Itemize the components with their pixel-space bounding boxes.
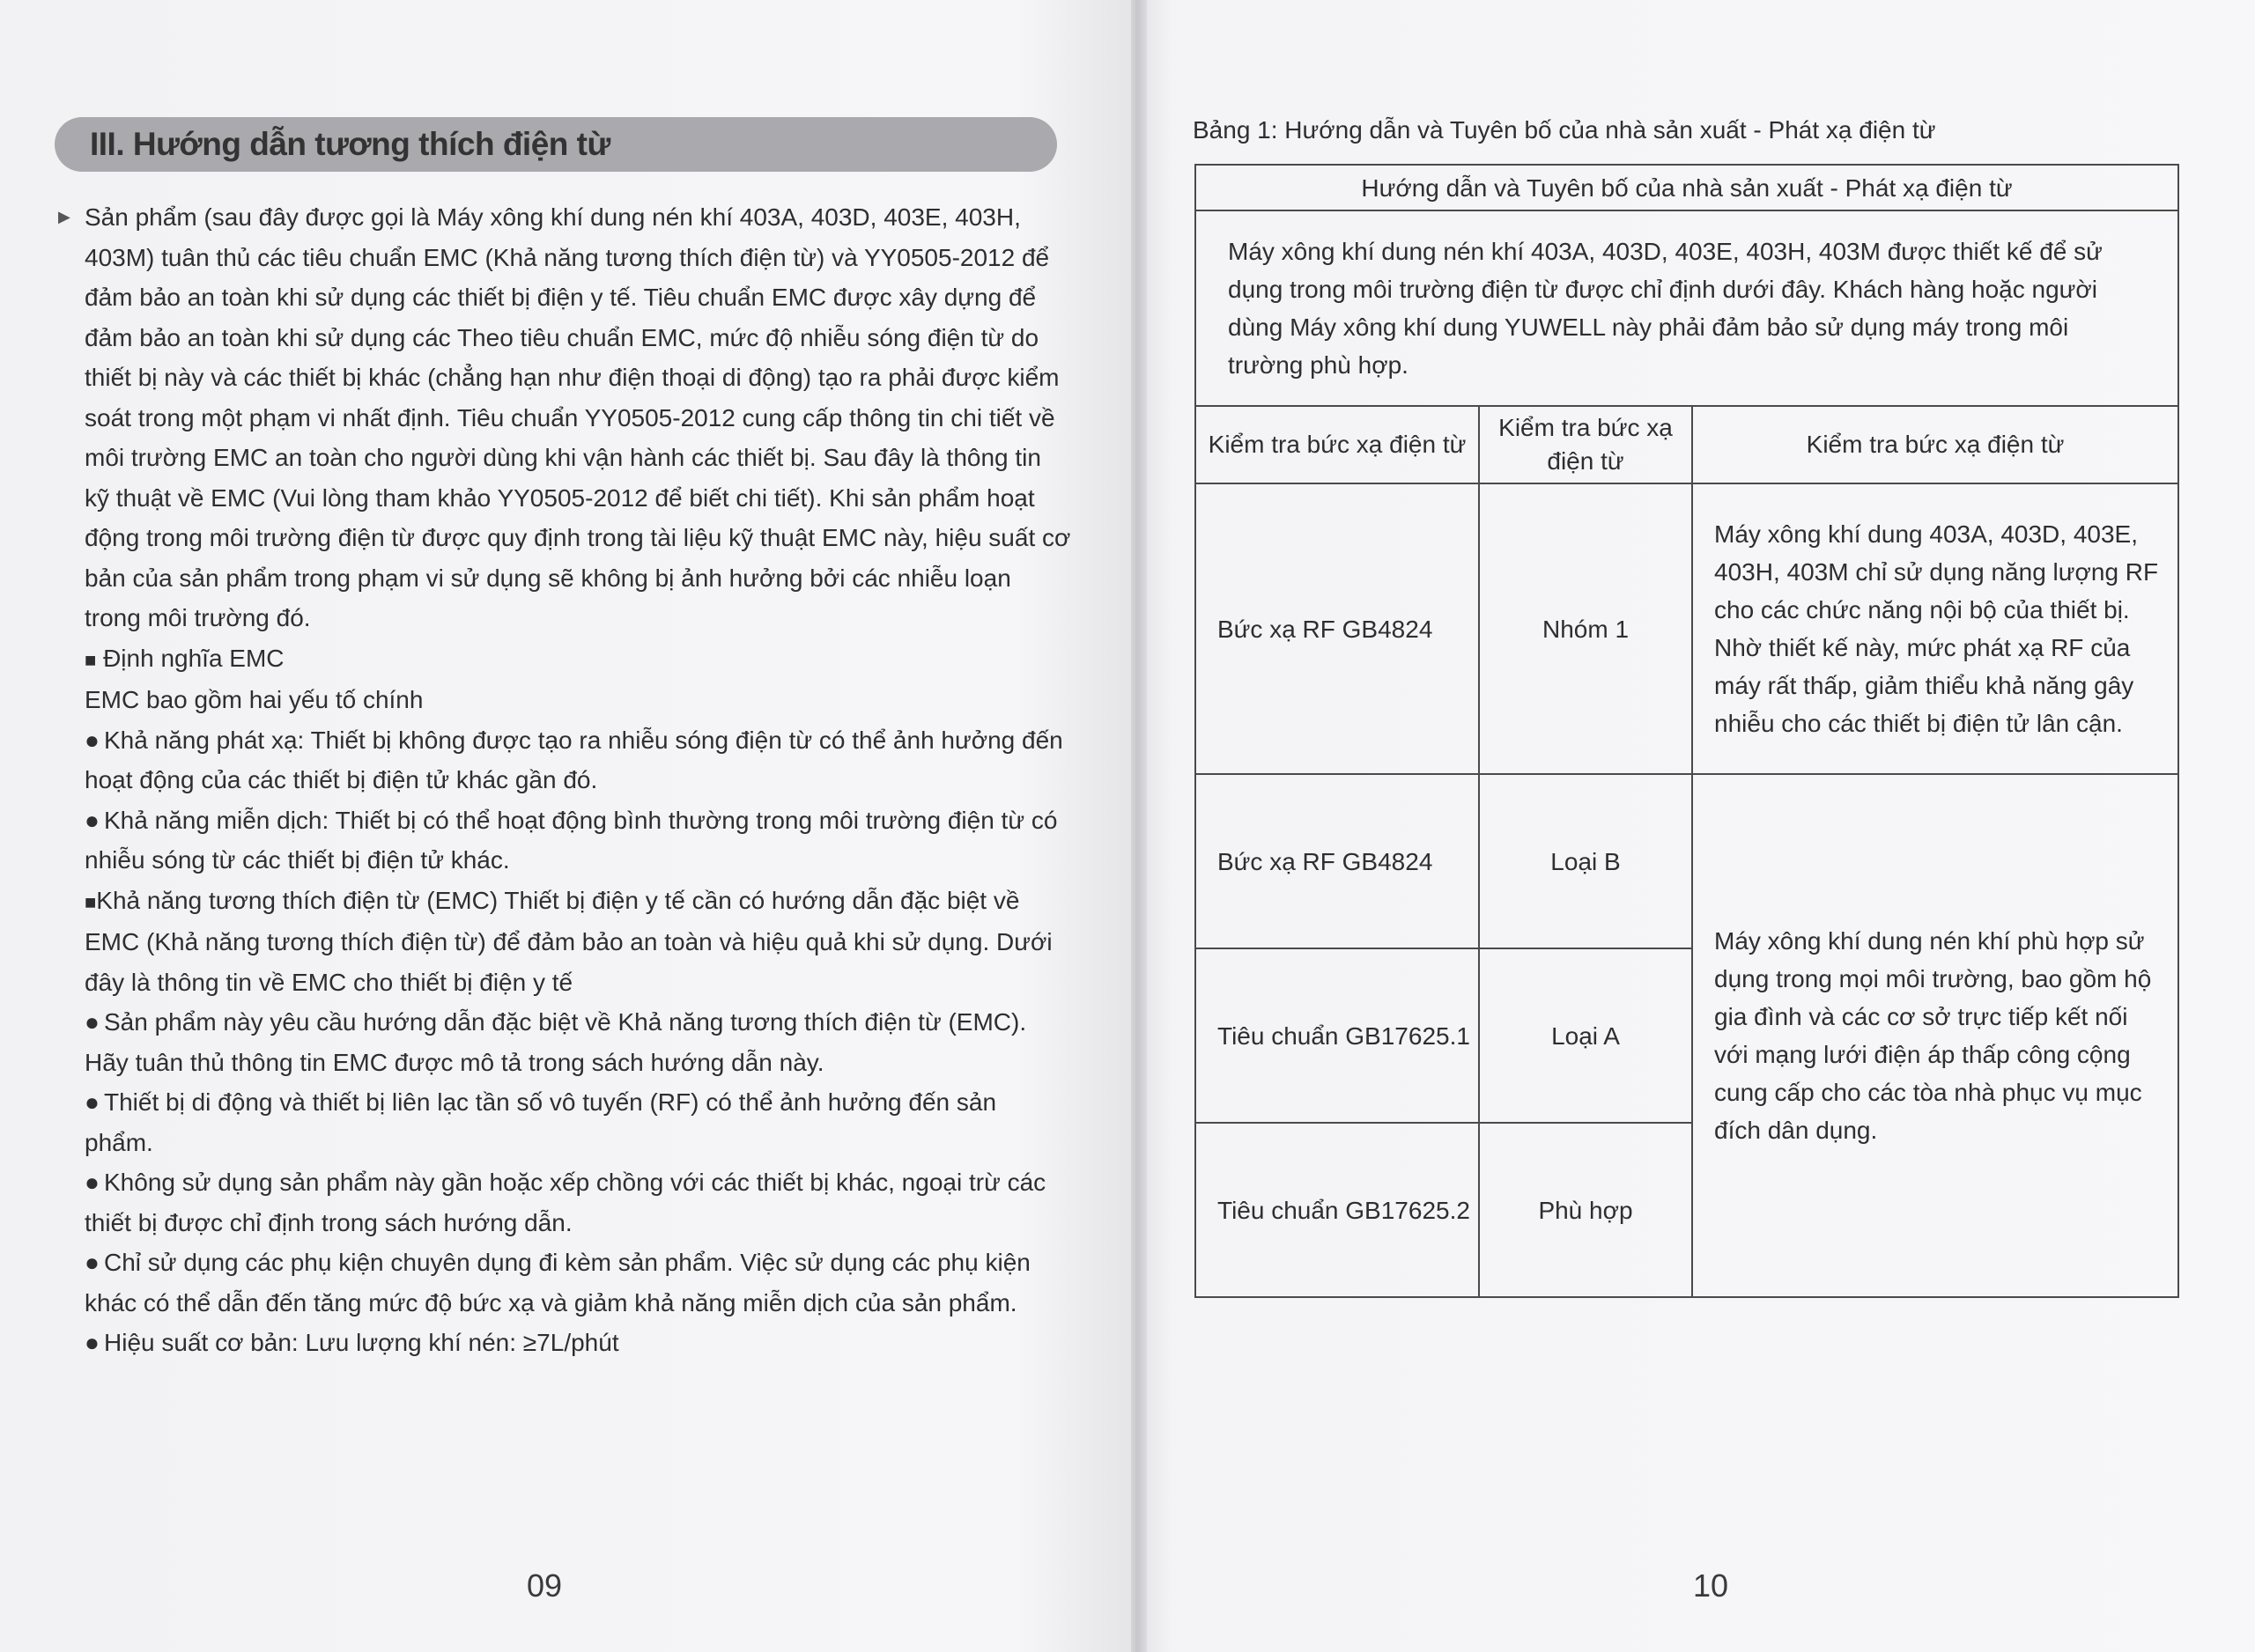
list-item: ● Chỉ sử dụng các phụ kiện chuyên dụng đi kèm sản phẩm. Việc sử dụng các phụ kiện khác có thể dẫn đến tăng mức độ bức xạ và giảm khả năng miễn dịch của sản phẩm. xyxy=(85,1243,1071,1323)
test-cell: Bức xạ RF GB4824 xyxy=(1195,774,1479,948)
list-item: ● Sản phẩm này yêu cầu hướng dẫn đặc biệt về Khả năng tương thích điện từ (EMC). Hãy tuân thủ thông tin EMC được mô tả trong sách hướng dẫn này. xyxy=(85,1002,1071,1082)
table-title: Hướng dẫn và Tuyên bố của nhà sản xuất - Phát xạ điện từ xyxy=(1195,165,2178,210)
column-header: Kiểm tra bức xạ điện từ xyxy=(1479,406,1692,483)
list-item: ● Khả năng phát xạ: Thiết bị không được tạo ra nhiễu sóng điện từ có thể ảnh hưởng đến hoạt động của các thiết bị điện tử khác gần đó. xyxy=(85,720,1071,800)
guidance-cell: Máy xông khí dung nén khí phù hợp sử dụng trong mọi môi trường, bao gồm hộ gia đình và các cơ sở trực tiếp kết nối với mạng lưới điện áp thấp công cộng cung cấp cho các tòa nhà phục vụ mục đích dân dụng. xyxy=(1692,774,2178,1297)
dot-bullet-icon: ● xyxy=(85,1249,100,1276)
square-bullet-icon: ■ xyxy=(85,890,97,913)
dot-bullet-icon: ● xyxy=(85,1008,100,1036)
column-header: Kiểm tra bức xạ điện từ xyxy=(1692,406,2178,483)
page-number-left: 09 xyxy=(527,1567,563,1604)
dot-bullet-icon: ● xyxy=(85,1169,100,1196)
table-description-row xyxy=(1195,210,2178,406)
column-header: Kiểm tra bức xạ điện từ xyxy=(1195,406,1479,483)
table-row xyxy=(1195,774,2178,948)
test-cell: Tiêu chuẩn GB17625.1 xyxy=(1195,948,1479,1123)
compliance-cell: Nhóm 1 xyxy=(1479,483,1692,774)
list-item: ● Hiệu suất cơ bản: Lưu lượng khí nén: ≥7L/phút xyxy=(85,1323,1071,1363)
table-description: Máy xông khí dung nén khí 403A, 403D, 403E, 403H, 403M được thiết kế để sử dụng trong môi trường điện từ được chỉ định dưới đây. Khách hàng hoặc người dùng Máy xông khí dung YUWELL này phải đảm bảo sử dụng máy trong môi trường phù hợp. xyxy=(1195,210,2178,406)
test-cell: Bức xạ RF GB4824 xyxy=(1195,483,1479,774)
table-title-row xyxy=(1195,165,2178,210)
compliance-cell: Loại A xyxy=(1479,948,1692,1123)
emc-elements-line: EMC bao gồm hai yếu tố chính xyxy=(85,686,424,713)
table-caption: Bảng 1: Hướng dẫn và Tuyên bố của nhà sản xuất - Phát xạ điện từ xyxy=(1193,116,1936,144)
dot-bullet-icon: ● xyxy=(85,806,100,834)
test-cell: Tiêu chuẩn GB17625.2 xyxy=(1195,1123,1479,1297)
table-row xyxy=(1195,483,2178,774)
right-page xyxy=(1145,0,2255,1652)
list-item: ● Khả năng miễn dịch: Thiết bị có thể hoạt động bình thường trong môi trường điện từ có nhiễu sóng từ các thiết bị điện tử khác. xyxy=(85,800,1071,881)
emission-table xyxy=(1194,164,2179,1298)
section-heading xyxy=(55,117,1057,172)
triangle-bullet-icon: ▶ xyxy=(58,208,70,225)
dot-bullet-icon: ● xyxy=(85,1329,100,1356)
emc-medical-paragraph: ■Khả năng tương thích điện từ (EMC) Thiết bị điện y tế cần có hướng dẫn đặc biệt về EMC (Khả năng tương thích điện từ) để đảm bảo an toàn và hiệu quả khi sử dụng. Dưới đây là thông tin về EMC cho thiết bị điện y tế xyxy=(85,886,1053,996)
guidance-cell: Máy xông khí dung 403A, 403D, 403E, 403H, 403M chỉ sử dụng năng lượng RF cho các chức năng nội bộ của thiết bị. Nhờ thiết kế này, mức phát xạ RF của máy rất thấp, giảm thiểu khả năng gây nhiễu cho các thiết bị điện tử lân cận. xyxy=(1692,483,2178,774)
compliance-cell: Phù hợp xyxy=(1479,1123,1692,1297)
list-item: ● Không sử dụng sản phẩm này gần hoặc xếp chồng với các thiết bị khác, ngoại trừ các thiết bị được chỉ định trong sách hướng dẫn. xyxy=(85,1162,1071,1243)
dot-bullet-icon: ● xyxy=(85,726,100,754)
intro-paragraph xyxy=(58,197,1071,638)
dot-bullet-icon: ● xyxy=(85,1088,100,1116)
list-item: ● Thiết bị di động và thiết bị liên lạc tần số vô tuyến (RF) có thể ảnh hưởng đến sản phẩm. xyxy=(85,1082,1071,1162)
compliance-cell: Loại B xyxy=(1479,774,1692,948)
left-body-text xyxy=(58,197,1071,1363)
section-title: III. Hướng dẫn tương thích điện từ xyxy=(90,126,610,162)
table-header-row xyxy=(1195,406,2178,483)
square-bullet-icon: ■ xyxy=(85,648,97,671)
emc-definition-heading: ■ Định nghĩa EMC xyxy=(85,644,285,672)
intro-text: Sản phẩm (sau đây được gọi là Máy xông khí dung nén khí 403A, 403D, 403E, 403H, 403M) tuân thủ các tiêu chuẩn EMC (Khả năng tương thích điện từ) và YY0505-2012 để đảm bảo an toàn khi sử dụng các thiết bị điện y tế. Tiêu chuẩn EMC được xây dựng để đảm bảo an toàn khi sử dụng các Theo tiêu chuẩn EMC, mức độ nhiễu sóng điện từ do thiết bị này và các thiết bị khác (chẳng hạn như điện thoại di động) tạo ra phải được kiểm soát trong một phạm vi nhất định. Tiêu chuẩn YY0505-2012 cung cấp thông tin chi tiết về môi trường EMC an toàn cho người dùng khi vận hành các thiết bị. Sau đây là thông tin kỹ thuật về EMC (Vui lòng tham khảo YY0505-2012 để biết chi tiết). Khi sản phẩm hoạt động trong môi trường điện từ được quy định trong tài liệu kỹ thuật EMC này, hiệu suất cơ bản của sản phẩm trong phạm vi sử dụng sẽ không bị ảnh hưởng bởi các nhiễu loạn trong môi trường đó. xyxy=(85,203,1071,631)
page-number-right: 10 xyxy=(1693,1567,1729,1604)
